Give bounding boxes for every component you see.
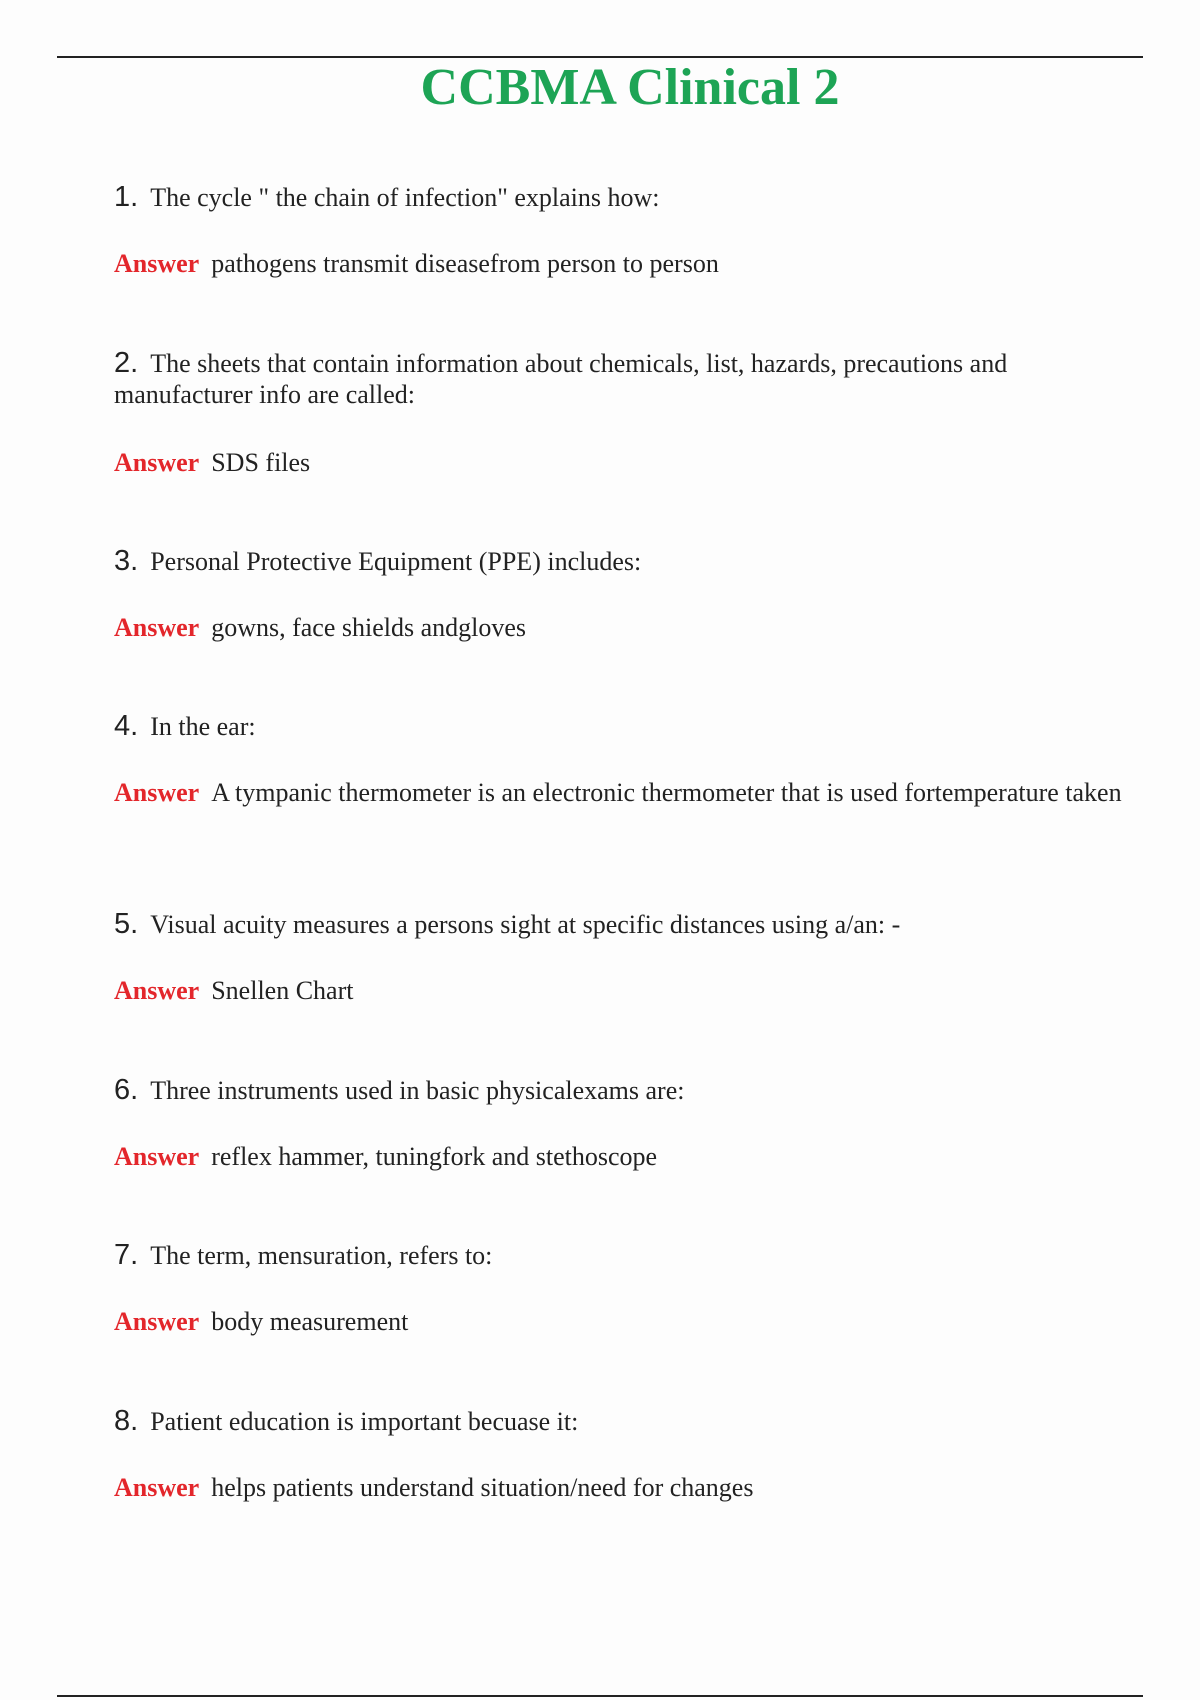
- answer-label: Answer: [114, 447, 200, 477]
- answer-label: Answer: [114, 976, 200, 1005]
- answer-text: Snellen Chart: [211, 976, 354, 1005]
- question-number: 4.: [114, 710, 139, 742]
- answer-text: pathogens transmit diseasefrom person to person: [211, 249, 719, 278]
- answer-label: Answer: [114, 1141, 200, 1171]
- answer-text: body measurement: [211, 1307, 409, 1336]
- answer-label: Answer: [114, 1472, 200, 1502]
- answer: [114, 1306, 408, 1338]
- question-text: The sheets that contain information about chemicals, list, hazards, precautions and manufacturer info are called:: [114, 348, 1008, 409]
- question-number: 1.: [114, 181, 139, 213]
- qa-item-4: [114, 711, 1134, 909]
- answer-text: SDS files: [211, 447, 311, 477]
- answer: [114, 777, 1122, 809]
- question-number: 2.: [114, 346, 139, 379]
- answer-text: helps patients understand situation/need for changes: [211, 1472, 754, 1502]
- question-text: Three instruments used in basic physicalexams are:: [150, 1075, 685, 1105]
- answer-text: reflex hammer, tuningfork and stethoscope: [211, 1141, 658, 1171]
- qa-item-3: [114, 546, 1134, 712]
- bottom-rule: [57, 1695, 1143, 1697]
- question-text: The term, mensuration, refers to:: [150, 1241, 493, 1270]
- question-number: 6.: [114, 1073, 139, 1106]
- question-number: 8.: [114, 1404, 139, 1437]
- question-text: Visual acuity measures a persons sight at specific distances using a/an: -: [150, 910, 901, 939]
- question-text: Patient education is important becuase it:: [150, 1406, 579, 1436]
- page-title: CCBMA Clinical 2: [420, 59, 840, 116]
- answer-label: Answer: [114, 778, 200, 807]
- question: [114, 1406, 1134, 1437]
- answer-text: A tympanic thermometer is an electronic thermometer that is used fortemperature taken: [211, 778, 1122, 807]
- qa-item-6: [114, 1075, 1134, 1241]
- question-text: The cycle " the chain of infection" explains how:: [150, 183, 660, 212]
- question: [114, 348, 1134, 410]
- answer: [114, 612, 526, 644]
- qa-item-2: [114, 348, 1134, 546]
- answer-text: gowns, face shields andgloves: [211, 612, 527, 642]
- answer-label: Answer: [114, 1307, 200, 1336]
- question-text: Personal Protective Equipment (PPE) includes:: [150, 546, 642, 576]
- answer: [114, 248, 719, 280]
- answer: [114, 447, 310, 479]
- qa-item-8: [114, 1406, 1134, 1572]
- answer: [114, 1141, 657, 1173]
- question: [114, 1075, 1134, 1106]
- answer: [114, 975, 353, 1007]
- answer: [114, 1472, 753, 1504]
- qa-item-1: [114, 182, 1134, 348]
- question: [114, 711, 1134, 742]
- question-number: 7.: [114, 1239, 139, 1271]
- qa-list: [114, 182, 1134, 1571]
- answer-label: Answer: [114, 612, 200, 642]
- question-number: 3.: [114, 544, 139, 577]
- question: [114, 546, 1134, 577]
- question: [114, 909, 1134, 940]
- qa-item-5: [114, 909, 1134, 1075]
- question: [114, 1240, 1134, 1271]
- answer-label: Answer: [114, 249, 200, 278]
- qa-item-7: [114, 1240, 1134, 1406]
- question-text: In the ear:: [150, 712, 256, 741]
- question-number: 5.: [114, 908, 139, 940]
- question: [114, 182, 1134, 213]
